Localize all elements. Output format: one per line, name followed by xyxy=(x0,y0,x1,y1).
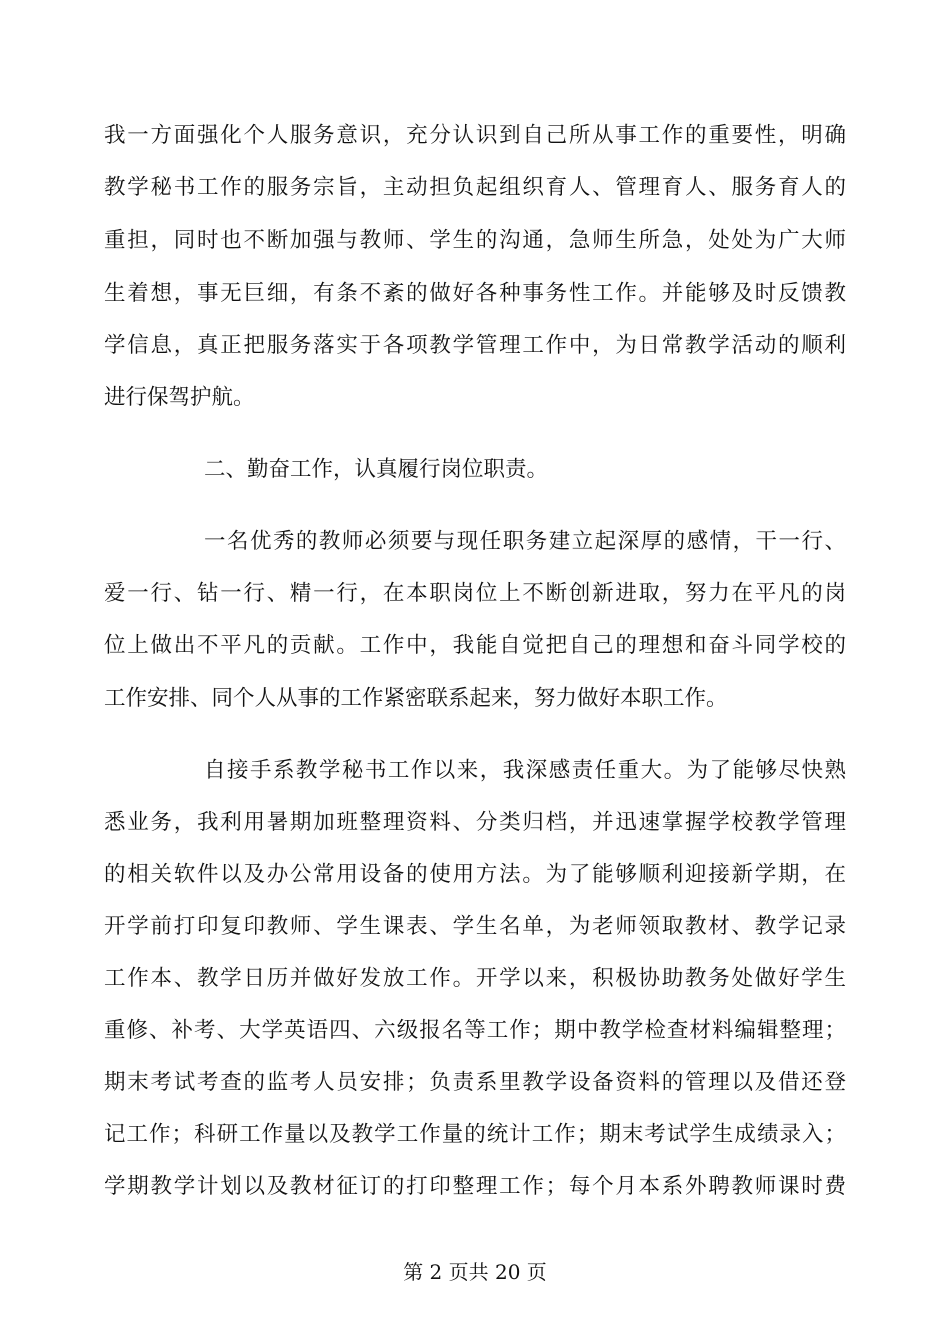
paragraph-1-line-3: 重担，同时也不断加强与教师、学生的沟通，急师生所急，处处为广大师 xyxy=(104,228,846,253)
section-heading: 二、勤奋工作，认真履行岗位职责。 xyxy=(204,457,549,482)
paragraph-4-line-6: 重修、补考、大学英语四、六级报名等工作；期中教学检查材料编辑整理； xyxy=(104,1018,846,1043)
paragraph-1-line-2: 教学秘书工作的服务宗旨，主动担负起组织育人、管理育人、服务育人的 xyxy=(104,175,846,200)
paragraph-1-line-6: 进行保驾护航。 xyxy=(104,385,255,410)
paragraph-4-line-4: 开学前打印复印教师、学生课表、学生名单，为老师领取教材、教学记录 xyxy=(104,914,846,939)
paragraph-4-line-9: 学期教学计划以及教材征订的打印整理工作；每个月本系外聘教师课时费 xyxy=(104,1174,846,1199)
paragraph-4-line-1: 自接手系教学秘书工作以来，我深感责任重大。为了能够尽快熟 xyxy=(204,758,846,783)
paragraph-3-line-3: 位上做出不平凡的贡献。工作中，我能自觉把自己的理想和奋斗同学校的 xyxy=(104,633,846,658)
paragraph-1-line-4: 生着想，事无巨细，有条不紊的做好各种事务性工作。并能够及时反馈教 xyxy=(104,281,846,306)
paragraph-3-line-2: 爱一行、钻一行、精一行，在本职岗位上不断创新进取，努力在平凡的岗 xyxy=(104,581,846,606)
page-number-footer: 第 2 页共 20 页 xyxy=(403,1260,547,1284)
paragraph-4-line-7: 期末考试考查的监考人员安排；负责系里教学设备资料的管理以及借还登 xyxy=(104,1070,846,1095)
paragraph-3-line-4: 工作安排、同个人从事的工作紧密联系起来，努力做好本职工作。 xyxy=(104,686,728,711)
paragraph-4-line-5: 工作本、教学日历并做好发放工作。开学以来，积极协助教务处做好学生 xyxy=(104,966,846,991)
paragraph-4-line-2: 悉业务，我利用暑期加班整理资料、分类归档，并迅速掌握学校教学管理 xyxy=(104,810,846,835)
paragraph-4-line-3: 的相关软件以及办公常用设备的使用方法。为了能够顺利迎接新学期，在 xyxy=(104,862,846,887)
paragraph-3-line-1: 一名优秀的教师必须要与现任职务建立起深厚的感情，干一行、 xyxy=(204,529,846,554)
paragraph-1-line-1: 我一方面强化个人服务意识，充分认识到自己所从事工作的重要性，明确 xyxy=(104,123,846,148)
paragraph-4-line-8: 记工作；科研工作量以及教学工作量的统计工作；期末考试学生成绩录入； xyxy=(104,1122,846,1147)
paragraph-1-line-5: 学信息，真正把服务落实于各项教学管理工作中，为日常教学活动的顺利 xyxy=(104,333,846,358)
